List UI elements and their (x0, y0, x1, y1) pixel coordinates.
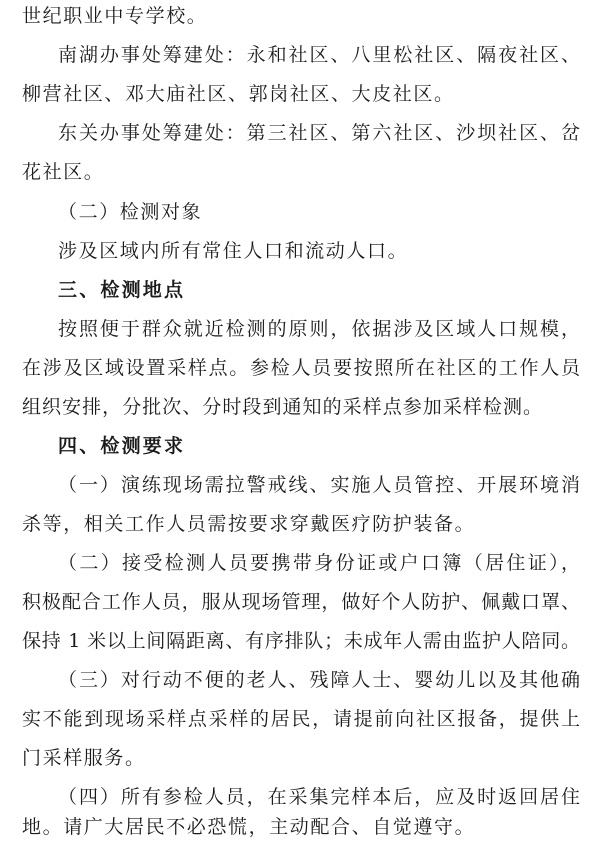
paragraph-line: 按照便于群众就近检测的原则，依据涉及区域人口规模， (58, 318, 580, 340)
paragraph-line: （一）演练现场需拉警戒线、实施人员管控、开展环境消 (58, 474, 580, 496)
paragraph-line: （二）接受检测人员要携带身份证或户口簿（居住证）， (58, 552, 580, 574)
paragraph-line: 实不能到现场采样点采样的居民，请提前向社区报备，提供上 (22, 708, 580, 730)
section-subheading: （二）检测对象 (58, 201, 203, 223)
paragraph-line: 花社区。 (22, 161, 105, 183)
paragraph-line: 在涉及区域设置采样点。参检人员要按照所在社区的工作人员 (22, 357, 580, 379)
paragraph-line: （四）所有参检人员，在采集完样本后，应及时返回居住 (58, 786, 580, 808)
paragraph-line: 东关办事处筹建处：第三社区、第六社区、沙坝社区、岔 (58, 122, 580, 144)
paragraph-line: （三）对行动不便的老人、残障人士、婴幼儿以及其他确 (58, 669, 580, 691)
paragraph-line: 杀等，相关工作人员需按要求穿戴医疗防护装备。 (22, 513, 476, 535)
paragraph-line: 组织安排，分批次、分时段到通知的采样点参加采样检测。 (22, 396, 542, 418)
paragraph-line: 世纪职业中专学校。 (22, 5, 208, 27)
paragraph-line: 涉及区域内所有常住人口和流动人口。 (58, 240, 409, 262)
section-heading: 三、检测地点 (58, 279, 186, 301)
paragraph-line: 地。请广大居民不必恐慌，主动配合、自觉遵守。 (22, 816, 476, 838)
paragraph-line: 南湖办事处筹建处：永和社区、八里松社区、隔夜社区、 (58, 44, 580, 66)
section-heading: 四、检测要求 (58, 435, 186, 457)
paragraph-line: 保持 1 米以上间隔距离、有序排队；未成年人需由监护人陪同。 (22, 630, 580, 652)
paragraph-line: 积极配合工作人员，服从现场管理，做好个人防护、佩戴口罩、 (22, 591, 580, 613)
paragraph-line: 门采样服务。 (22, 747, 146, 769)
paragraph-line: 柳营社区、邓大庙社区、郭岗社区、大皮社区。 (22, 83, 455, 105)
